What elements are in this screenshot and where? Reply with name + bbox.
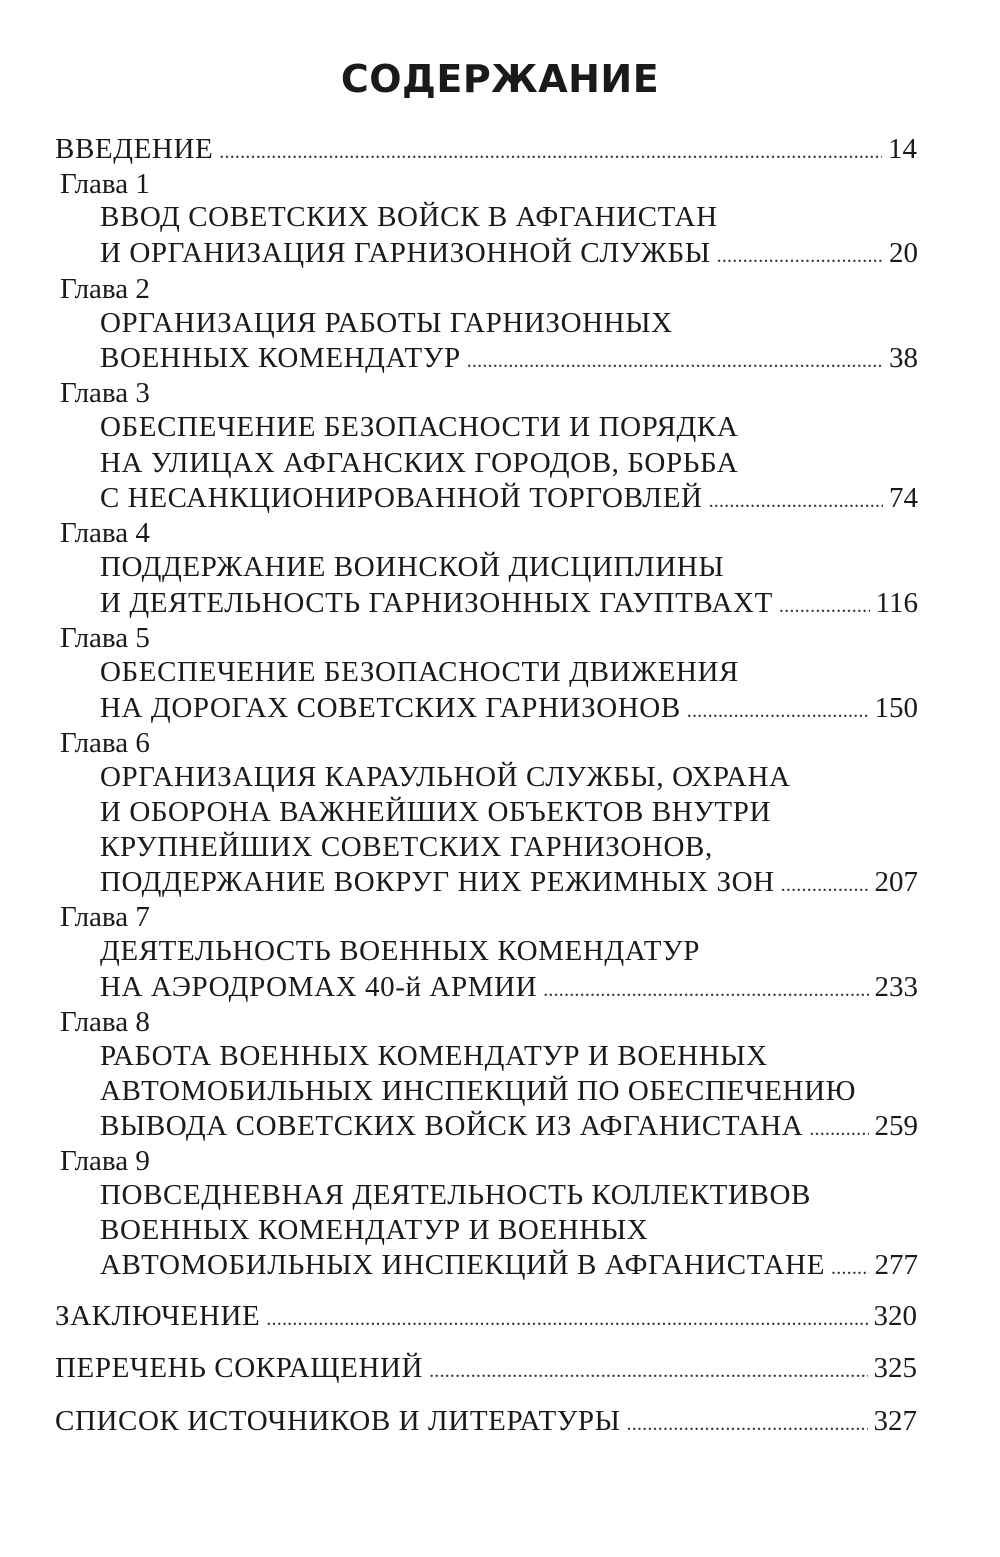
dot-leader: [219, 134, 882, 170]
entry-title-line: [100, 305, 918, 341]
entry-title: ВВЕДЕНИЕ: [55, 133, 214, 165]
toc-entry-chapter-2: [100, 340, 918, 376]
page-number: 74: [889, 482, 918, 514]
toc-entry-chapter-5: [100, 690, 918, 726]
dot-leader: [266, 1301, 867, 1337]
page-number: 150: [874, 692, 918, 724]
entry-title-line: [100, 933, 918, 969]
toc-entry-conclusion: [55, 1298, 917, 1334]
page-title: СОДЕРЖАНИЕ: [340, 57, 660, 101]
dot-leader: [543, 972, 868, 1008]
toc-entry-chapter-8: [100, 1108, 918, 1144]
entry-title-text: ПОВСЕДНЕВНАЯ ДЕЯТЕЛЬНОСТЬ КОЛЛЕКТИВОВ: [100, 1179, 811, 1211]
chapter-label: Глава 9: [60, 1145, 150, 1177]
entry-title-text: И ОБОРОНА ВАЖНЕЙШИХ ОБЪЕКТОВ ВНУТРИ: [100, 796, 772, 828]
entry-title-line: [100, 549, 918, 585]
toc-entry-intro: [55, 131, 917, 167]
page-number: 14: [888, 133, 917, 165]
entry-title-text: ВВОД СОВЕТСКИХ ВОЙСК В АФГАНИСТАН: [100, 201, 718, 233]
toc-entry-chapter-1: [100, 235, 918, 271]
entry-title: ЗАКЛЮЧЕНИЕ: [55, 1300, 261, 1332]
entry-title-text: АВТОМОБИЛЬНЫХ ИНСПЕКЦИЙ ПО ОБЕСПЕЧЕНИЮ: [100, 1075, 857, 1107]
dot-leader: [717, 238, 883, 274]
entry-title-text: ВОЕННЫХ КОМЕНДАТУР И ВОЕННЫХ: [100, 1214, 649, 1246]
dot-leader: [467, 343, 883, 379]
page-number: 38: [889, 342, 918, 374]
page-number: 20: [889, 237, 918, 269]
entry-title-text: РАБОТА ВОЕННЫХ КОМЕНДАТУР И ВОЕННЫХ: [100, 1040, 768, 1072]
entry-title-text: НА АЭРОДРОМАХ 40-й АРМИИ: [100, 971, 538, 1003]
chapter-label: Глава 1: [60, 168, 150, 200]
toc-entry-chapter-7: [100, 969, 918, 1005]
entry-title-text: ОРГАНИЗАЦИЯ КАРАУЛЬНОЙ СЛУЖБЫ, ОХРАНА: [100, 761, 791, 793]
page-number: 259: [874, 1110, 918, 1142]
entry-title: СПИСОК ИСТОЧНИКОВ И ЛИТЕРАТУРЫ: [55, 1405, 621, 1437]
page-number: 327: [873, 1405, 917, 1437]
page-number: 320: [873, 1300, 917, 1332]
entry-title-line: [100, 1073, 918, 1109]
entry-title-text: КРУПНЕЙШИХ СОВЕТСКИХ ГАРНИЗОНОВ,: [100, 831, 713, 863]
entry-title-text: ВЫВОДА СОВЕТСКИХ ВОЙСК ИЗ АФГАНИСТАНА: [100, 1110, 804, 1142]
toc-entry-chapter-6: [100, 864, 918, 900]
entry-title-line: [100, 409, 918, 445]
dot-leader: [831, 1250, 868, 1286]
chapter-label: Глава 3: [60, 377, 150, 409]
chapter-label: Глава 2: [60, 273, 150, 305]
chapter-label: Глава 5: [60, 622, 150, 654]
toc-entry-abbreviations: [55, 1350, 917, 1386]
dot-leader: [781, 867, 869, 903]
page-number: 233: [874, 971, 918, 1003]
entry-title-text: НА ДОРОГАХ СОВЕТСКИХ ГАРНИЗОНОВ: [100, 692, 681, 724]
entry-title: ПЕРЕЧЕНЬ СОКРАЩЕНИЙ: [55, 1352, 424, 1384]
chapter-label: Глава 6: [60, 727, 150, 759]
entry-title-text: ВОЕННЫХ КОМЕНДАТУР: [100, 342, 461, 374]
page-number: 116: [875, 587, 918, 619]
entry-title-text: ОРГАНИЗАЦИЯ РАБОТЫ ГАРНИЗОННЫХ: [100, 307, 673, 339]
page-number: 277: [874, 1249, 918, 1281]
entry-title-text: ОБЕСПЕЧЕНИЕ БЕЗОПАСНОСТИ И ПОРЯДКА: [100, 411, 739, 443]
entry-title-line: [100, 654, 918, 690]
entry-title-text: С НЕСАНКЦИОНИРОВАННОЙ ТОРГОВЛЕЙ: [100, 482, 703, 514]
entry-title-text: ПОДДЕРЖАНИЕ ВОИНСКОЙ ДИСЦИПЛИНЫ: [100, 551, 725, 583]
entry-title-text: ДЕЯТЕЛЬНОСТЬ ВОЕННЫХ КОМЕНДАТУР: [100, 935, 700, 967]
toc-entry-sources: [55, 1403, 917, 1439]
dot-leader: [687, 693, 869, 729]
entry-title-line: [100, 794, 918, 830]
dot-leader: [627, 1406, 868, 1442]
dot-leader: [429, 1353, 867, 1389]
entry-title-line: [100, 1177, 918, 1213]
entry-title-text: НА УЛИЦАХ АФГАНСКИХ ГОРОДОВ, БОРЬБА: [100, 447, 739, 479]
toc-entry-chapter-3: [100, 480, 918, 516]
chapter-label: Глава 8: [60, 1006, 150, 1038]
dot-leader: [809, 1111, 868, 1147]
dot-leader: [709, 483, 883, 519]
chapter-label: Глава 4: [60, 517, 150, 549]
entry-title-line: [100, 759, 918, 795]
dot-leader: [779, 588, 870, 624]
entry-title-text: ПОДДЕРЖАНИЕ ВОКРУГ НИХ РЕЖИМНЫХ ЗОН: [100, 866, 775, 898]
entry-title-line: [100, 199, 918, 235]
entry-title-line: [100, 445, 918, 481]
toc-entry-chapter-9: [100, 1247, 918, 1283]
entry-title-line: [100, 829, 918, 865]
entry-title-text: И ДЕЯТЕЛЬНОСТЬ ГАРНИЗОННЫХ ГАУПТВАХТ: [100, 587, 773, 619]
chapter-label: Глава 7: [60, 901, 150, 933]
toc-entry-chapter-4: [100, 585, 918, 621]
entry-title-text: ОБЕСПЕЧЕНИЕ БЕЗОПАСНОСТИ ДВИЖЕНИЯ: [100, 656, 739, 688]
entry-title-line: [100, 1212, 918, 1248]
entry-title-text: АВТОМОБИЛЬНЫХ ИНСПЕКЦИЙ В АФГАНИСТАНЕ: [100, 1249, 826, 1281]
entry-title-text: И ОРГАНИЗАЦИЯ ГАРНИЗОННОЙ СЛУЖБЫ: [100, 237, 711, 269]
page-number: 325: [873, 1352, 917, 1384]
entry-title-line: [100, 1038, 918, 1074]
page-number: 207: [874, 866, 918, 898]
